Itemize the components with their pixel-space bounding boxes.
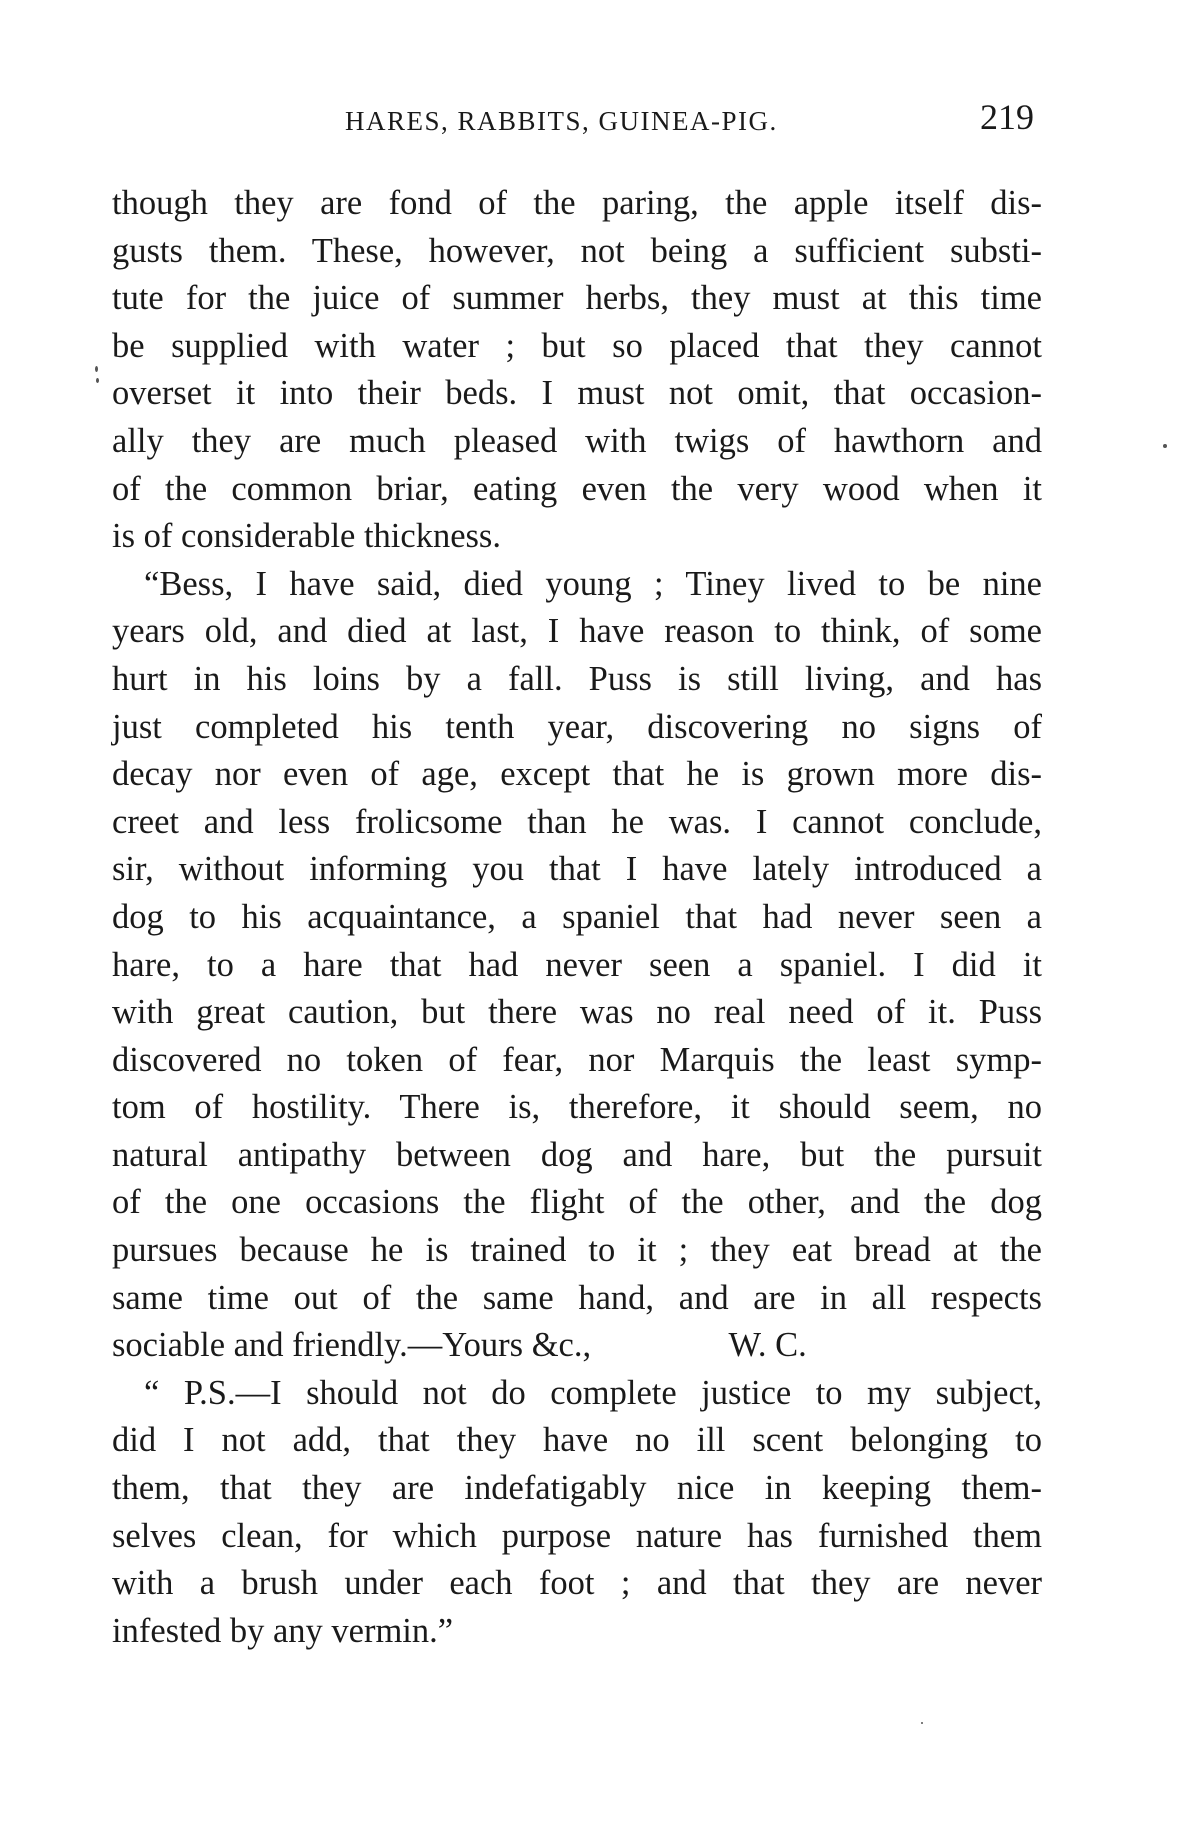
text-line: just completed his tenth year, discovering no signs of bbox=[112, 707, 1042, 746]
text-line: discovered no token of fear, nor Marquis the least symp- bbox=[112, 1040, 1042, 1079]
text-line: ally they are much pleased with twigs of hawthorn and bbox=[112, 421, 1042, 460]
text-line: overset it into their beds. I must not omit, that occasion- bbox=[112, 374, 1042, 413]
page-header bbox=[0, 96, 1193, 140]
text-line: be supplied with water ; but so placed that they cannot bbox=[112, 326, 1042, 365]
text-line: years old, and died at last, I have reason to think, of some bbox=[112, 612, 1042, 651]
text-line: same time out of the same hand, and are in all respects bbox=[112, 1278, 1042, 1317]
text-line: sir, without informing you that I have lately introduced a bbox=[112, 850, 1042, 889]
text-line: creet and less frolicsome than he was. I cannot conclude, bbox=[112, 802, 1042, 841]
speck bbox=[921, 1722, 923, 1724]
text-line: pursues because he is trained to it ; they eat bread at the bbox=[112, 1231, 1042, 1270]
speck bbox=[96, 378, 99, 383]
text-line: infested by any vermin.” bbox=[112, 1611, 454, 1650]
text-line: dog to his acquaintance, a spaniel that had never seen a bbox=[112, 897, 1042, 936]
page-number: 219 bbox=[980, 97, 1034, 137]
speck bbox=[1163, 444, 1167, 448]
text-line: decay nor even of age, except that he is grown more dis- bbox=[112, 755, 1042, 794]
text-line: did I not add, that they have no ill scent belonging to bbox=[112, 1421, 1042, 1460]
text-line: gusts them. These, however, not being a sufficient substi- bbox=[112, 231, 1042, 270]
text-line: with a brush under each foot ; and that they are never bbox=[112, 1564, 1042, 1603]
text-line: with great caution, but there was no real need of it. Puss bbox=[112, 993, 1042, 1032]
text-line: natural antipathy between dog and hare, but the pursuit bbox=[112, 1135, 1042, 1174]
text-line: “ P.S.—I should not do complete justice to my subject, bbox=[144, 1373, 1042, 1412]
text-line: though they are fond of the paring, the apple itself dis- bbox=[112, 184, 1042, 222]
text-line: of the one occasions the flight of the other, and the dog bbox=[112, 1183, 1042, 1222]
speck bbox=[95, 366, 98, 372]
text-line: hare, to a hare that had never seen a spaniel. I did it bbox=[112, 945, 1042, 984]
text-line: of the common briar, eating even the very wood when it bbox=[112, 469, 1042, 508]
text-line: “Bess, I have said, died young ; Tiney lived to be nine bbox=[144, 564, 1042, 603]
body-text bbox=[112, 180, 1042, 1655]
text-line: selves clean, for which purpose nature has furnished them bbox=[112, 1516, 1042, 1555]
text-line: hurt in his loins by a fall. Puss is still living, and has bbox=[112, 659, 1042, 698]
text-line: tute for the juice of summer herbs, they must at this time bbox=[112, 279, 1042, 318]
text-line: is of considerable thickness. bbox=[112, 517, 501, 556]
text-line: them, that they are indefatigably nice in keeping them- bbox=[112, 1469, 1042, 1508]
running-head: HARES, RABBITS, GUINEA-PIG. bbox=[345, 106, 778, 136]
text-line: tom of hostility. There is, therefore, it should seem, no bbox=[112, 1088, 1042, 1127]
signature-line: sociable and friendly.—Yours &c., W. C. bbox=[112, 1326, 807, 1365]
